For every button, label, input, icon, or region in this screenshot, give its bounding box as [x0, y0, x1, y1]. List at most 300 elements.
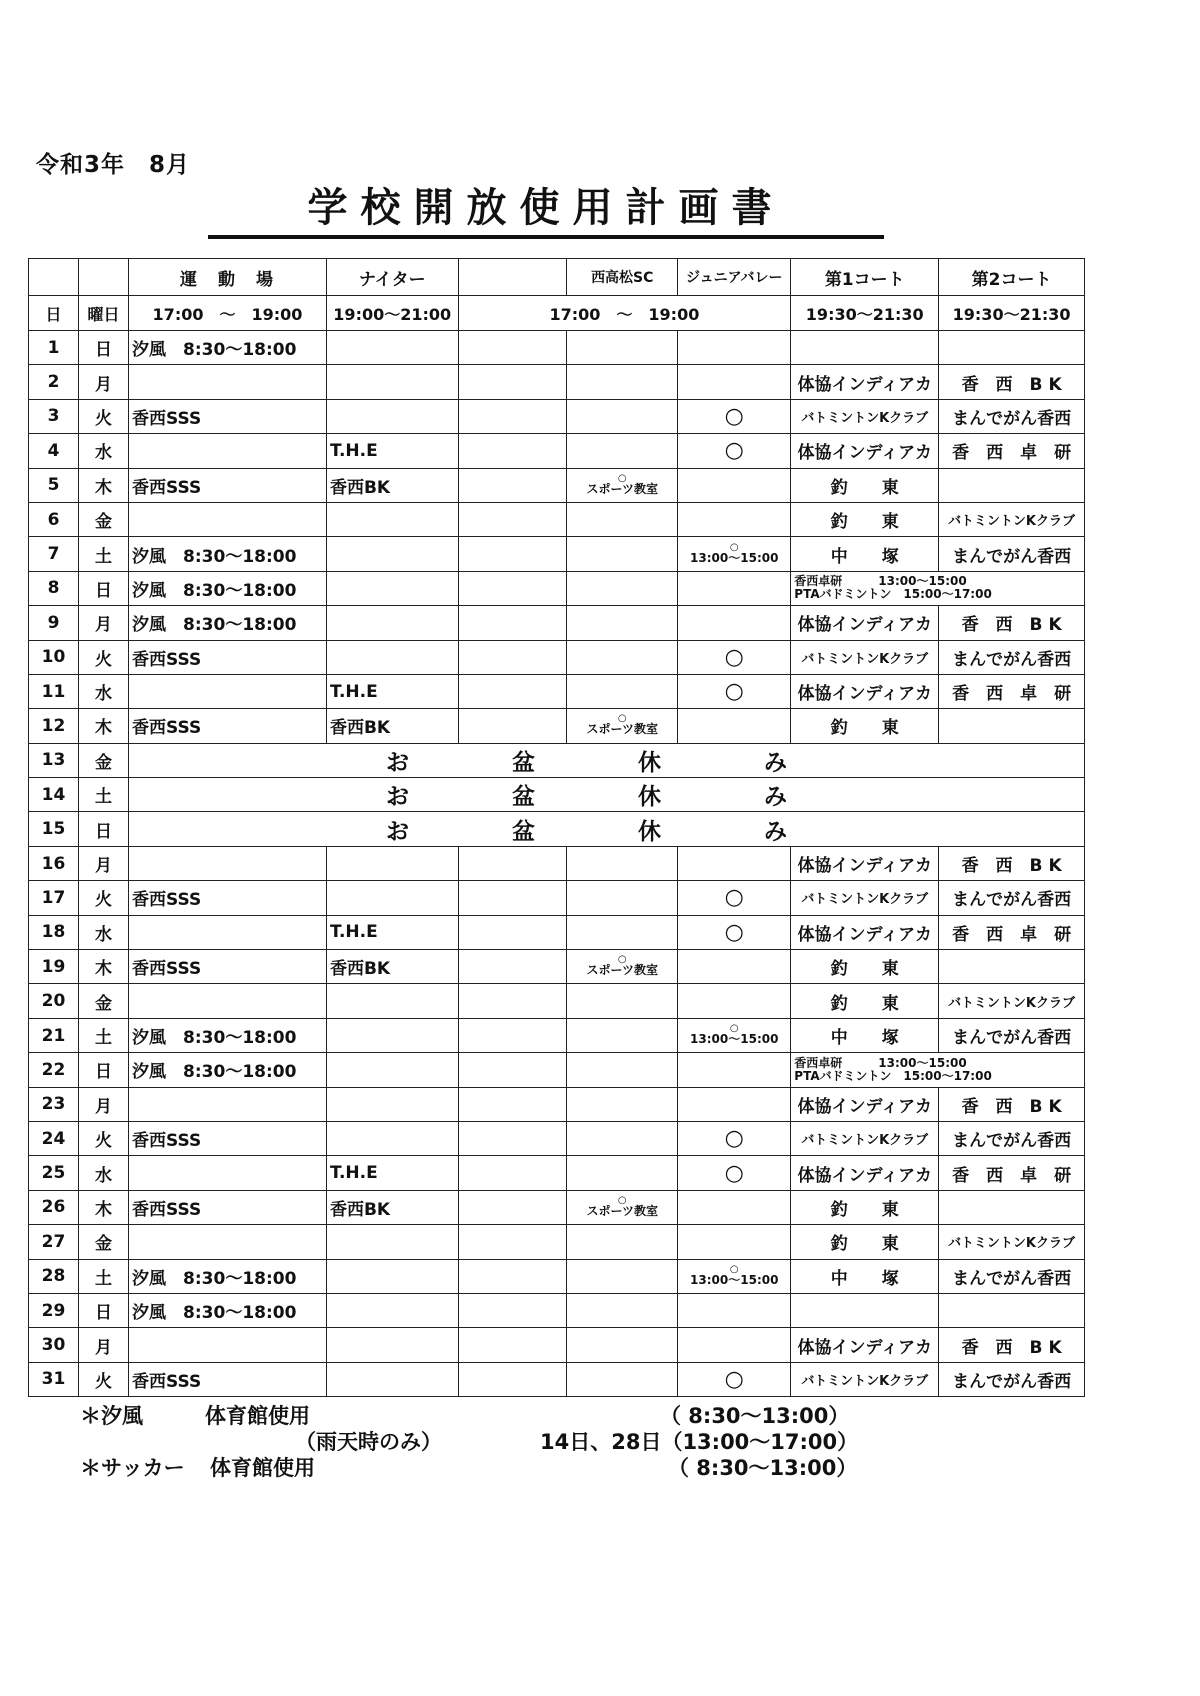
nighter-cell: [326, 1362, 458, 1396]
blank-cell: [458, 1121, 567, 1155]
sc-cell: [567, 331, 678, 365]
nighter-cell: [326, 846, 458, 880]
header-ground: 運 動 場: [129, 259, 327, 296]
ground-cell: 香西SSS: [129, 950, 327, 984]
weekday-cell: 日: [79, 812, 129, 846]
court1-cell: 中 塚: [791, 1018, 939, 1052]
schedule-table: [28, 258, 1085, 1397]
ground-cell: 汐風 8:30～18:00: [129, 1053, 327, 1087]
sc-cell: [567, 365, 678, 399]
court2-cell: [939, 709, 1085, 743]
weekday-cell: 月: [79, 365, 129, 399]
header-blank: [458, 259, 567, 296]
court2-cell: バトミントンKクラブ: [939, 984, 1085, 1018]
nighter-cell: [326, 1018, 458, 1052]
nighter-cell: [326, 399, 458, 433]
table-row: [29, 846, 1085, 880]
court2-cell: バトミントンKクラブ: [939, 502, 1085, 536]
nighter-cell: [326, 1328, 458, 1362]
table-row: [29, 674, 1085, 708]
blank-cell: [458, 1293, 567, 1327]
blank-cell: [458, 331, 567, 365]
blank-cell: [458, 365, 567, 399]
sc-cell: [567, 709, 678, 743]
table-row: [29, 571, 1085, 605]
junior-volley-cell: [678, 1053, 791, 1087]
header-junior-volley: ジュニアバレー: [678, 259, 791, 296]
blank-cell: [458, 1156, 567, 1190]
junior-volley-cell: ○: [678, 915, 791, 949]
ground-cell: 汐風 8:30～18:00: [129, 1293, 327, 1327]
weekday-cell: 火: [79, 1121, 129, 1155]
court2-cell: 香 西 卓 研: [939, 1156, 1085, 1190]
header-row-times: [29, 296, 1085, 331]
sc-label: スポーツ教室: [586, 1203, 658, 1218]
court2-cell: 香 西 B K: [939, 365, 1085, 399]
sc-cell: [567, 1225, 678, 1259]
weekday-cell: 金: [79, 1225, 129, 1259]
junior-volley-cell: [678, 1328, 791, 1362]
court1-cell: 釣 東: [791, 502, 939, 536]
table-row: [29, 331, 1085, 365]
day-cell: 5: [29, 468, 79, 502]
obon-holiday-cell: お 盆 休 み: [129, 778, 1085, 812]
nighter-cell: T.H.E: [326, 1156, 458, 1190]
table-row: [29, 468, 1085, 502]
day-cell: 4: [29, 434, 79, 468]
sc-cell: [567, 640, 678, 674]
court2-cell: 香 西 B K: [939, 846, 1085, 880]
nighter-cell: [326, 1121, 458, 1155]
court2-cell: 香 西 卓 研: [939, 915, 1085, 949]
day-cell: 3: [29, 399, 79, 433]
sc-cell: [567, 1259, 678, 1293]
nighter-cell: [326, 1087, 458, 1121]
court2-cell: 香 西 卓 研: [939, 434, 1085, 468]
junior-volley-cell: [678, 1293, 791, 1327]
day-cell: 10: [29, 640, 79, 674]
ground-cell: 香西SSS: [129, 1190, 327, 1224]
court1-cell: バトミントンKクラブ: [791, 1362, 939, 1396]
note-soccer-use: 体育館使用: [210, 1456, 315, 1480]
blank-cell: [458, 1053, 567, 1087]
blank-cell: [458, 1190, 567, 1224]
blank-cell: [458, 674, 567, 708]
day-cell: 9: [29, 606, 79, 640]
table-row: [29, 743, 1085, 777]
sc-cell: [567, 674, 678, 708]
day-cell: 19: [29, 950, 79, 984]
court1-cell: 釣 東: [791, 709, 939, 743]
day-cell: 14: [29, 778, 79, 812]
sc-cell: [567, 950, 678, 984]
note-shiokaze-time: （ 8:30～13:00）: [660, 1404, 850, 1428]
table-row: [29, 950, 1085, 984]
nighter-cell: [326, 571, 458, 605]
table-row: [29, 1259, 1085, 1293]
sc-label: スポーツ教室: [586, 481, 658, 496]
nighter-cell: [326, 984, 458, 1018]
court2-cell: 香 西 B K: [939, 1087, 1085, 1121]
nighter-cell: [326, 365, 458, 399]
ground-cell: [129, 984, 327, 1018]
weekday-cell: 日: [79, 331, 129, 365]
table-row: [29, 1328, 1085, 1362]
weekday-cell: 月: [79, 846, 129, 880]
day-cell: 20: [29, 984, 79, 1018]
day-cell: 7: [29, 537, 79, 571]
day-cell: 18: [29, 915, 79, 949]
court1-cell: 体協インディアカ: [791, 846, 939, 880]
sc-cell: [567, 537, 678, 571]
day-cell: 6: [29, 502, 79, 536]
nighter-cell: [326, 640, 458, 674]
day-cell: 1: [29, 331, 79, 365]
day-cell: 30: [29, 1328, 79, 1362]
day-cell: 16: [29, 846, 79, 880]
court2-cell: まんでがん香西: [939, 1362, 1085, 1396]
table-row: [29, 984, 1085, 1018]
table-row: [29, 1293, 1085, 1327]
weekday-cell: 土: [79, 1259, 129, 1293]
weekday-cell: 日: [79, 571, 129, 605]
junior-volley-cell: ○: [678, 434, 791, 468]
court2-cell: まんでがん香西: [939, 1259, 1085, 1293]
day-cell: 31: [29, 1362, 79, 1396]
court2-cell: 香 西 B K: [939, 1328, 1085, 1362]
header-court2-time: 19:30～21:30: [939, 296, 1085, 331]
nighter-cell: [326, 1259, 458, 1293]
court-combined-cell: [791, 1053, 1085, 1087]
weekday-cell: 金: [79, 743, 129, 777]
weekday-cell: 水: [79, 1156, 129, 1190]
junior-volley-cell: ○: [678, 674, 791, 708]
blank-cell: [458, 1259, 567, 1293]
ground-cell: 香西SSS: [129, 1121, 327, 1155]
day-cell: 17: [29, 881, 79, 915]
court1-cell: [791, 331, 939, 365]
sc-cell: [567, 1293, 678, 1327]
court1-cell: バトミントンKクラブ: [791, 399, 939, 433]
table-row: [29, 1156, 1085, 1190]
table-row: [29, 434, 1085, 468]
junior-volley-time: 13:00～15:00: [690, 550, 779, 565]
weekday-cell: 土: [79, 537, 129, 571]
circle-mark: ○: [617, 472, 627, 484]
table-row: [29, 537, 1085, 571]
weekday-cell: 木: [79, 709, 129, 743]
nighter-cell: [326, 502, 458, 536]
header-mid-time: 17:00 ～ 19:00: [458, 296, 791, 331]
junior-volley-cell: [678, 1018, 791, 1052]
weekday-cell: 日: [79, 1293, 129, 1327]
ground-cell: 汐風 8:30～18:00: [129, 331, 327, 365]
junior-volley-cell: [678, 1225, 791, 1259]
blank-cell: [458, 915, 567, 949]
sc-cell: [567, 1087, 678, 1121]
court1-cell: バトミントンKクラブ: [791, 1121, 939, 1155]
header-court-2: 第2コート: [939, 259, 1085, 296]
junior-volley-cell: [678, 1087, 791, 1121]
court2-cell: [939, 1293, 1085, 1327]
blank-cell: [458, 881, 567, 915]
ground-cell: [129, 846, 327, 880]
blank-cell: [458, 468, 567, 502]
table-row: [29, 1087, 1085, 1121]
junior-volley-cell: [678, 984, 791, 1018]
header-blank-day: [29, 259, 79, 296]
table-row: [29, 1121, 1085, 1155]
ground-cell: [129, 365, 327, 399]
weekday-cell: 土: [79, 778, 129, 812]
obon-holiday-cell: お 盆 休 み: [129, 743, 1085, 777]
sc-cell: [567, 606, 678, 640]
table-row: [29, 1018, 1085, 1052]
junior-volley-cell: [678, 331, 791, 365]
table-row: [29, 1362, 1085, 1396]
court1-cell: 体協インディアカ: [791, 915, 939, 949]
nighter-cell: [326, 331, 458, 365]
junior-volley-cell: ○: [678, 1121, 791, 1155]
ground-cell: [129, 1156, 327, 1190]
ground-cell: 汐風 8:30～18:00: [129, 606, 327, 640]
sc-label: スポーツ教室: [586, 963, 658, 978]
header-nishitakamatsu-sc: 西高松SC: [567, 259, 678, 296]
table-row: [29, 915, 1085, 949]
day-cell: 27: [29, 1225, 79, 1259]
junior-volley-cell: [678, 606, 791, 640]
table-row: [29, 502, 1085, 536]
nighter-cell: [326, 881, 458, 915]
court1-cell: 体協インディアカ: [791, 606, 939, 640]
sc-label: スポーツ教室: [586, 722, 658, 737]
court1-cell: 体協インディアカ: [791, 1328, 939, 1362]
sc-cell: [567, 915, 678, 949]
blank-cell: [458, 709, 567, 743]
header-day: 日: [29, 296, 79, 331]
sc-cell: [567, 1121, 678, 1155]
obon-holiday-cell: お 盆 休 み: [129, 812, 1085, 846]
sc-cell: [567, 502, 678, 536]
circle-mark: ○: [729, 541, 739, 553]
court2-cell: まんでがん香西: [939, 881, 1085, 915]
nighter-cell: T.H.E: [326, 434, 458, 468]
header-weekday: 曜日: [79, 296, 129, 331]
table-row: [29, 1225, 1085, 1259]
header-nighter: ナイター: [326, 259, 458, 296]
court-line-1: 香西卓研 13:00～15:00: [794, 1055, 967, 1070]
court2-cell: 香 西 B K: [939, 606, 1085, 640]
ground-cell: 香西SSS: [129, 709, 327, 743]
court2-cell: [939, 331, 1085, 365]
ground-cell: 香西SSS: [129, 881, 327, 915]
blank-cell: [458, 1328, 567, 1362]
sc-cell: [567, 571, 678, 605]
court1-cell: 体協インディアカ: [791, 365, 939, 399]
day-cell: 12: [29, 709, 79, 743]
day-cell: 28: [29, 1259, 79, 1293]
blank-cell: [458, 846, 567, 880]
note-rain-condition: （雨天時のみ）: [295, 1430, 442, 1454]
court2-cell: まんでがん香西: [939, 1018, 1085, 1052]
sc-cell: [567, 1190, 678, 1224]
junior-volley-cell: ○: [678, 399, 791, 433]
junior-volley-cell: [678, 468, 791, 502]
court2-cell: バトミントンKクラブ: [939, 1225, 1085, 1259]
ground-cell: 香西SSS: [129, 399, 327, 433]
blank-cell: [458, 399, 567, 433]
nighter-cell: [326, 1293, 458, 1327]
nighter-cell: [326, 1053, 458, 1087]
court2-cell: [939, 1190, 1085, 1224]
table-row: [29, 1190, 1085, 1224]
weekday-cell: 火: [79, 1362, 129, 1396]
ground-cell: [129, 434, 327, 468]
day-cell: 23: [29, 1087, 79, 1121]
sc-cell: [567, 1053, 678, 1087]
junior-volley-cell: [678, 365, 791, 399]
day-cell: 25: [29, 1156, 79, 1190]
day-cell: 21: [29, 1018, 79, 1052]
ground-cell: 汐風 8:30～18:00: [129, 571, 327, 605]
note-rain-dates: 14日、28日（13:00～17:00）: [540, 1430, 859, 1454]
blank-cell: [458, 502, 567, 536]
court2-cell: まんでがん香西: [939, 640, 1085, 674]
ground-cell: [129, 1328, 327, 1362]
table-row: [29, 1053, 1085, 1087]
circle-mark: ○: [729, 1263, 739, 1275]
sc-cell: [567, 1328, 678, 1362]
day-cell: 15: [29, 812, 79, 846]
day-cell: 22: [29, 1053, 79, 1087]
court1-cell: 体協インディアカ: [791, 434, 939, 468]
court-line-2: PTAバドミントン 15:00～17:00: [794, 1068, 992, 1083]
table-row: [29, 399, 1085, 433]
blank-cell: [458, 1225, 567, 1259]
weekday-cell: 日: [79, 1053, 129, 1087]
junior-volley-cell: [678, 1259, 791, 1293]
table-row: [29, 881, 1085, 915]
sc-cell: [567, 434, 678, 468]
sc-cell: [567, 399, 678, 433]
court1-cell: 体協インディアカ: [791, 1156, 939, 1190]
ground-cell: [129, 1225, 327, 1259]
weekday-cell: 月: [79, 1087, 129, 1121]
court1-cell: 釣 東: [791, 1190, 939, 1224]
weekday-cell: 火: [79, 640, 129, 674]
weekday-cell: 水: [79, 434, 129, 468]
note-shiokaze-use: 体育館使用: [205, 1404, 310, 1428]
header-court1-time: 19:30～21:30: [791, 296, 939, 331]
ground-cell: 汐風 8:30～18:00: [129, 1259, 327, 1293]
court1-cell: 釣 東: [791, 1225, 939, 1259]
nighter-cell: 香西BK: [326, 1190, 458, 1224]
sc-cell: [567, 468, 678, 502]
day-cell: 2: [29, 365, 79, 399]
court1-cell: 釣 東: [791, 468, 939, 502]
court1-cell: 釣 東: [791, 984, 939, 1018]
table-row: [29, 812, 1085, 846]
junior-volley-cell: [678, 571, 791, 605]
weekday-cell: 金: [79, 984, 129, 1018]
court1-cell: 体協インディアカ: [791, 674, 939, 708]
court1-cell: バトミントンKクラブ: [791, 640, 939, 674]
ground-cell: 汐風 8:30～18:00: [129, 537, 327, 571]
court2-cell: まんでがん香西: [939, 399, 1085, 433]
table-row: [29, 709, 1085, 743]
blank-cell: [458, 1362, 567, 1396]
day-cell: 24: [29, 1121, 79, 1155]
junior-volley-time: 13:00～15:00: [690, 1032, 779, 1046]
weekday-cell: 火: [79, 399, 129, 433]
court2-cell: まんでがん香西: [939, 1121, 1085, 1155]
nighter-cell: 香西BK: [326, 468, 458, 502]
weekday-cell: 月: [79, 606, 129, 640]
blank-cell: [458, 606, 567, 640]
nighter-cell: T.H.E: [326, 674, 458, 708]
blank-cell: [458, 640, 567, 674]
circle-mark: ○: [617, 1194, 627, 1206]
note-shiokaze-label: ＊汐風: [80, 1404, 143, 1428]
nighter-cell: 香西BK: [326, 950, 458, 984]
ground-cell: 香西SSS: [129, 1362, 327, 1396]
day-cell: 13: [29, 743, 79, 777]
junior-volley-cell: [678, 1190, 791, 1224]
document-title: 学校開放使用計画書: [208, 176, 884, 239]
blank-cell: [458, 984, 567, 1018]
sc-cell: [567, 1362, 678, 1396]
nighter-cell: [326, 537, 458, 571]
court-line-2: PTAバドミントン 15:00～17:00: [794, 587, 992, 602]
nighter-cell: [326, 1225, 458, 1259]
court1-cell: 中 塚: [791, 1259, 939, 1293]
junior-volley-cell: [678, 709, 791, 743]
weekday-cell: 土: [79, 1018, 129, 1052]
junior-volley-cell: [678, 502, 791, 536]
blank-cell: [458, 1087, 567, 1121]
circle-mark: ○: [617, 954, 627, 966]
header-court-1: 第1コート: [791, 259, 939, 296]
ground-cell: 香西SSS: [129, 640, 327, 674]
ground-cell: 香西SSS: [129, 468, 327, 502]
nighter-cell: 香西BK: [326, 709, 458, 743]
header-ground-time: 17:00 ～ 19:00: [129, 296, 327, 331]
junior-volley-cell: ○: [678, 1156, 791, 1190]
junior-volley-cell: ○: [678, 1362, 791, 1396]
day-cell: 29: [29, 1293, 79, 1327]
court2-cell: [939, 950, 1085, 984]
blank-cell: [458, 950, 567, 984]
weekday-cell: 水: [79, 915, 129, 949]
blank-cell: [458, 1018, 567, 1052]
header-row-columns: [29, 259, 1085, 296]
note-soccer-time: （ 8:30～13:00）: [668, 1456, 858, 1480]
junior-volley-cell: [678, 846, 791, 880]
court-combined-cell: [791, 571, 1085, 605]
document-date: 令和3年 8月: [36, 152, 191, 178]
court1-cell: [791, 1293, 939, 1327]
weekday-cell: 金: [79, 502, 129, 536]
table-row: [29, 778, 1085, 812]
ground-cell: [129, 674, 327, 708]
table-row: [29, 640, 1085, 674]
day-cell: 8: [29, 571, 79, 605]
note-soccer-label: ＊サッカー: [80, 1456, 185, 1480]
sc-cell: [567, 984, 678, 1018]
nighter-cell: T.H.E: [326, 915, 458, 949]
circle-mark: ○: [729, 1023, 739, 1034]
court1-cell: 中 塚: [791, 537, 939, 571]
